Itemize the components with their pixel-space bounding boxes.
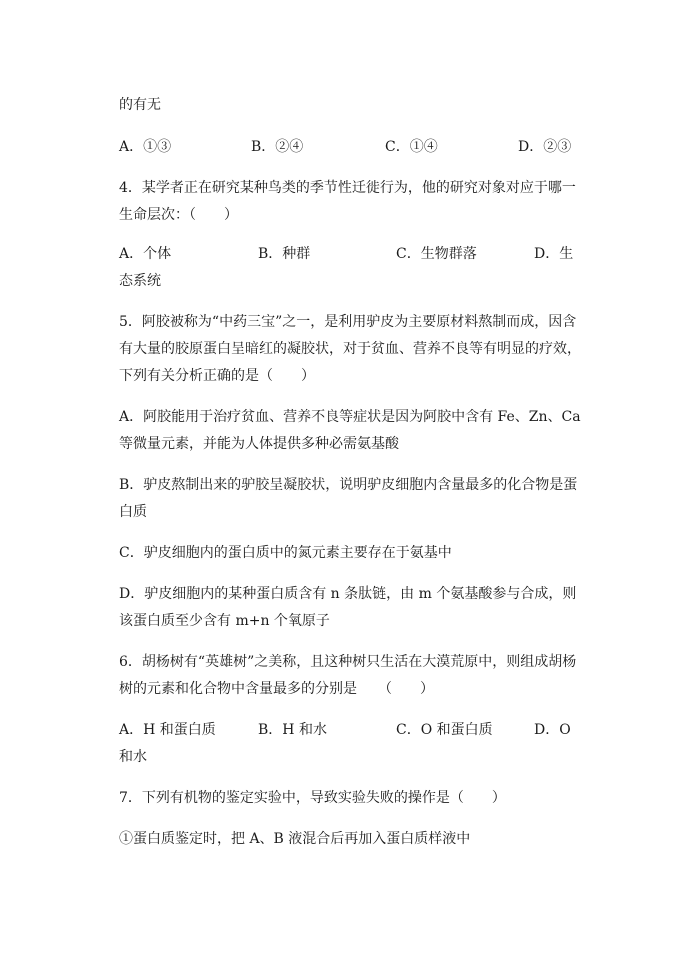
q4-option-b: B．种群 <box>258 246 311 262</box>
q5-option-c: C．驴皮细胞内的蛋白质中的氮元素主要存在于氨基中 <box>119 545 452 561</box>
q5-option-d-line1: D．驴皮细胞内的某种蛋白质含有 n 条肽链，由 m 个氨基酸参与合成，则 <box>119 586 577 602</box>
q5-stem-line3: 下列有关分析正确的是（ ） <box>119 368 315 384</box>
q4-option-a: A．个体 <box>119 246 172 262</box>
q4-stem-line2: 生命层次：（ ） <box>119 207 238 223</box>
q5-option-a-line1: A．阿胶能用于治疗贫血、营养不良等症状是因为阿胶中含有 Fe、Zn、Ca <box>119 409 581 425</box>
q5-stem-line2: 有大量的胶原蛋白呈暗红的凝胶状，对于贫血、营养不良等有明显的疗效， <box>119 341 581 357</box>
prev-option-b: B．②④ <box>251 139 304 155</box>
q5-stem-line1: 5．阿胶被称为“中药三宝”之一，是利用驴皮为主要原材料熬制而成，因含 <box>119 314 577 330</box>
q5-option-a-line2: 等微量元素，并能为人体提供多种必需氨基酸 <box>119 436 399 452</box>
prev-option-a: A．①③ <box>119 139 172 155</box>
q6-stem-line1: 6．胡杨树有“英雄树”之美称，且这种树只生活在大漠荒原中，则组成胡杨 <box>119 654 577 670</box>
q6-option-d: D．O <box>534 722 571 738</box>
q6-option-d-wrap: 和水 <box>119 749 147 765</box>
q5-option-b-line2: 白质 <box>119 504 147 520</box>
q5-option-b-line1: B．驴皮熬制出来的驴胶呈凝胶状，说明驴皮细胞内含量最多的化合物是蛋 <box>119 477 578 493</box>
q7-item-1: ①蛋白质鉴定时，把 A、B 液混合后再加入蛋白质样液中 <box>119 831 471 847</box>
q4-option-d: D．生 <box>534 246 574 262</box>
q5-option-d-line2: 该蛋白质至少含有 m+n 个氧原子 <box>119 613 330 629</box>
q6-option-b: B．H 和水 <box>258 722 327 738</box>
prev-question-tail: 的有无 <box>119 97 161 113</box>
q4-option-c: C．生物群落 <box>396 246 477 262</box>
q6-stem-line2: 树的元素和化合物中含量最多的分别是 （ ） <box>119 681 434 697</box>
q4-stem-line1: 4．某学者正在研究某种鸟类的季节性迁徙行为，他的研究对象对应于哪一 <box>119 180 576 196</box>
q7-stem: 7．下列有机物的鉴定实验中，导致实验失败的操作是（ ） <box>119 790 506 806</box>
prev-option-c: C．①④ <box>385 139 438 155</box>
q6-option-a: A．H 和蛋白质 <box>119 722 216 738</box>
prev-option-d: D．②③ <box>518 139 572 155</box>
q6-option-c: C．O 和蛋白质 <box>396 722 493 738</box>
q4-option-d-wrap: 态系统 <box>119 273 161 289</box>
